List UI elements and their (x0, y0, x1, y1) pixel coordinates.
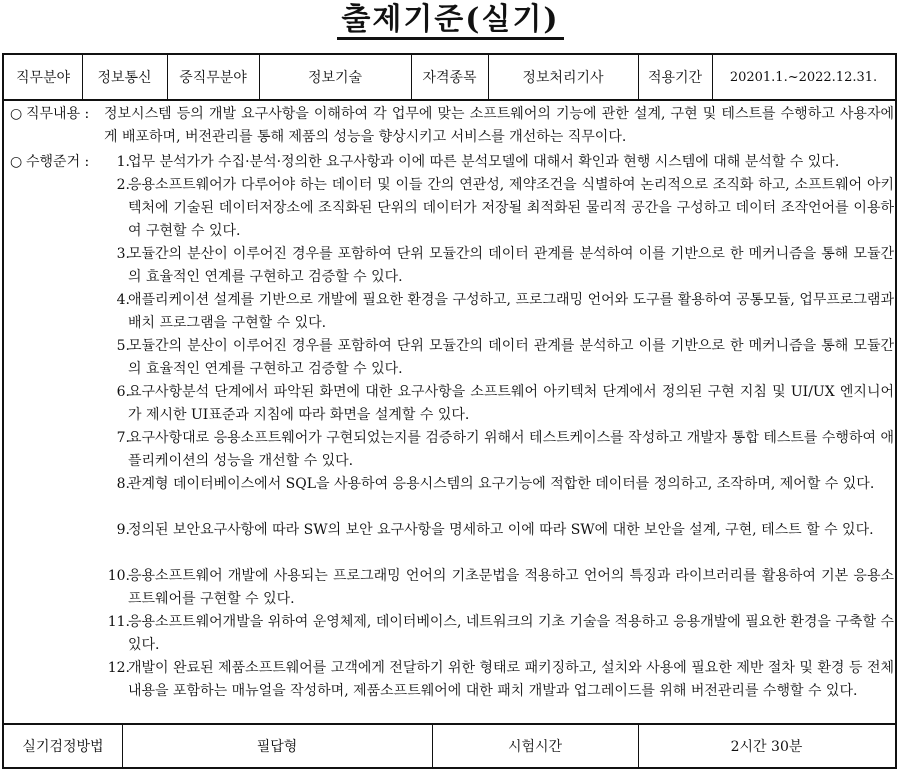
item-text: 애플리케이션 설계를 기반으로 개발에 필요한 환경을 구성하고, 프로그래밍 언어와 도구를 활용하여 공통모듈, 업무프로그램과 배치 프로그램을 구현할 수 있다. (128, 292, 894, 331)
criteria-body (4, 99, 895, 727)
time-value: 2시간 30분 (730, 739, 803, 755)
criteria-sheet (2, 53, 897, 769)
item-number: 6. (116, 384, 130, 400)
title-text: 출제기준(실기) (337, 2, 563, 40)
method-label: 실기검정방법 (22, 739, 104, 755)
duty-label: 직무내용 : (26, 106, 90, 122)
item-text: 관계형 데이터베이스에서 SQL을 사용하여 응용시스템의 요구기능에 적합한 데이터를 정의하고, 조작하며, 제어할 수 있다. (128, 476, 875, 492)
item-number: 5. (116, 338, 130, 354)
field-value: 정보통신 (97, 70, 152, 86)
item-text: 응용소프트웨어 개발에 사용되는 프로그래밍 언어의 기초문법을 적용하고 언어의 특징과 라이브러리를 활용하여 기본 응용소프트웨어를 구현할 수 있다. (128, 568, 894, 607)
criteria-item (104, 243, 894, 289)
duty-text: 정보시스템 등의 개발 요구사항을 이해하여 각 업무에 맞는 소프트웨어의 기능에 관한 설계, 구현 및 테스트를 수행하고 사용자에게 배포하며, 버전관리를 통해 제품의 성능을 향상시키고 서비스를 개선하는 직무이다. (104, 106, 894, 145)
criteria-item (104, 289, 894, 335)
document-title (0, 0, 901, 44)
circle-bullet-icon: ○ (10, 106, 23, 122)
item-text: 모듈간의 분산이 이루어진 경우를 포함하여 단위 모듈간의 데이터 관계를 분석하고 이를 기반으로 한 메커니즘을 통해 모듈간의 효율적인 연계를 구현하고 검증할 수 있다. (128, 338, 894, 377)
criteria-item (104, 427, 894, 473)
cert-label: 자격종목 (422, 70, 477, 86)
criteria-item (104, 151, 894, 174)
criteria-label: 수행준거 : (26, 154, 90, 170)
item-number: 3. (116, 246, 130, 262)
time-label: 시험시간 (507, 739, 563, 755)
item-text: 응용소프트웨어가 다루어야 하는 데이터 및 이들 간의 연관성, 제약조건을 식별하여 논리적으로 조직화 하고, 소프트웨어 아키텍처에 기술된 데이터저장소에 조직화된 단위의 데이터가 저장될 최적화된 물리적 공간을 구성하고 데이터 조작언어를 이용하여 구현할 수 있다. (128, 177, 894, 239)
item-text: 업무 분석가가 수집·분석·정의한 요구사항과 이에 따른 분석모델에 대해서 확인과 현행 시스템에 대해 분석할 수 있다. (128, 154, 840, 170)
criteria-item (104, 473, 894, 496)
criteria-item (104, 174, 894, 243)
subfield-value: 정보기술 (307, 70, 363, 86)
item-text: 모듈간의 분산이 이루어진 경우를 포함하여 단위 모듈간의 데이터 관계를 분석하여 이를 기반으로 한 메커니즘을 통해 모듈간의 효율적인 연계를 구현하고 검증할 수 있다. (128, 246, 894, 285)
subfield-label: 중직무분야 (179, 70, 247, 86)
criteria-item (104, 611, 894, 657)
method-value: 필답형 (256, 739, 298, 755)
exam-info-row (4, 723, 895, 767)
item-number: 8. (116, 476, 130, 492)
duty-content (104, 103, 894, 149)
item-number: 10. (107, 568, 130, 584)
criteria-item (104, 657, 894, 703)
item-text: 요구사항분석 단계에서 파악된 화면에 대한 요구사항을 소프트웨어 아키텍처 단계에서 정의된 구현 지침 및 UI/UX 엔지니어가 제시한 UI표준과 지침에 따라 화면을 설계할 수 있다. (128, 384, 894, 423)
item-number: 4. (116, 292, 130, 308)
period-value: 20201.1.~2022.12.31. (729, 69, 878, 85)
item-text: 응용소프트웨어개발을 위하여 운영체제, 데이터베이스, 네트워크의 기초 기술을 적용하고 응용개발에 필요한 환경을 구축할 수 있다. (128, 614, 894, 653)
circle-bullet-icon: ○ (10, 154, 23, 170)
item-number: 12. (107, 660, 130, 676)
field-label: 직무분야 (15, 70, 71, 86)
item-number: 7. (116, 430, 130, 446)
item-text: 정의된 보안요구사항에 따라 SW의 보안 요구사항을 명세하고 이에 따라 SW에 대한 보안을 설계, 구현, 테스트 할 수 있다. (128, 522, 874, 538)
item-number: 9. (116, 522, 130, 538)
criteria-item (104, 519, 894, 542)
item-text: 개발이 완료된 제품소프트웨어를 고객에게 전달하기 위한 형태로 패키징하고, 설치와 사용에 필요한 제반 절차 및 환경 등 전체 내용을 포함하는 매뉴얼을 작성하며, 제품소프트웨어에 대한 패치 개발과 업그레이드를 위해 버전관리를 수행할 수 있다. (128, 660, 894, 699)
item-number: 11. (107, 614, 130, 630)
item-number: 1. (116, 154, 130, 170)
criteria-item (104, 335, 894, 381)
item-text: 요구사항대로 응용소프트웨어가 구현되었는지를 검증하기 위해서 테스트케이스를 작성하고 개발자 통합 테스트를 수행하여 애플리케이션의 성능을 개선할 수 있다. (128, 430, 894, 469)
item-number: 2. (116, 177, 130, 193)
period-label: 적용기간 (647, 70, 703, 86)
criteria-item (104, 565, 894, 611)
cert-value: 정보처리기사 (522, 70, 604, 86)
info-row (4, 55, 895, 101)
criteria-item (104, 381, 894, 427)
